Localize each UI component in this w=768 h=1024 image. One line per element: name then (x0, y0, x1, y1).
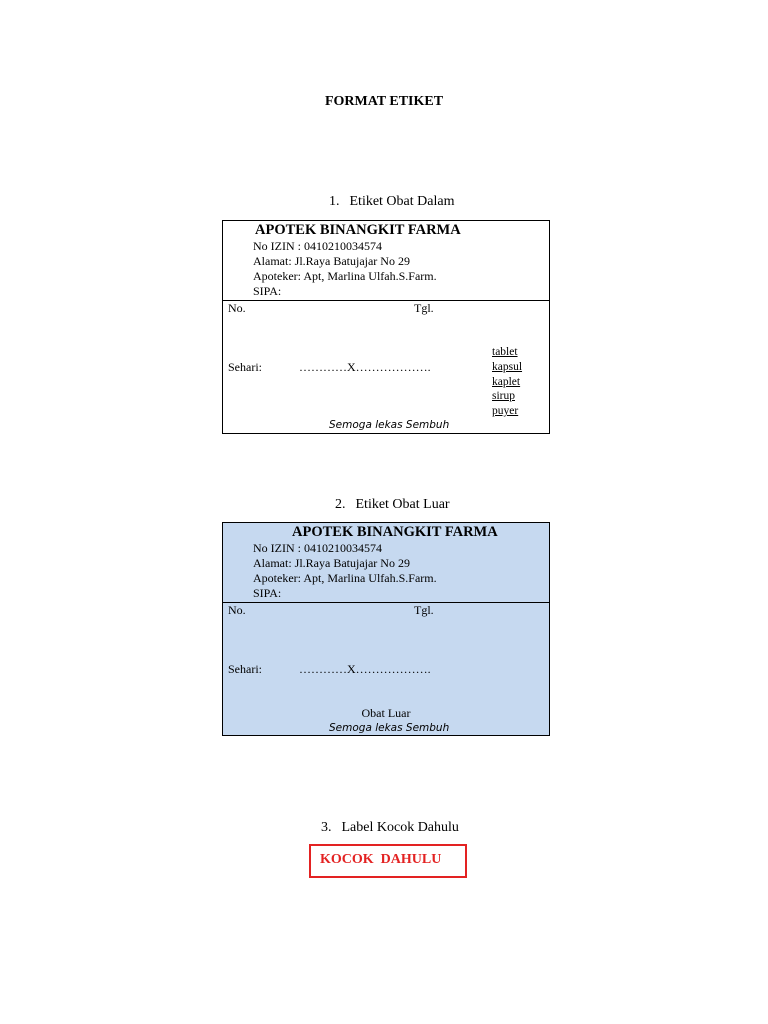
label-header (223, 523, 549, 603)
no-field: No. (228, 603, 246, 617)
section-title: Label Kocok Dahulu (341, 820, 459, 835)
apotek-info (253, 541, 437, 601)
sehari-label: Sehari: (228, 360, 262, 374)
tgl-field: Tgl. (414, 603, 434, 617)
get-well-message: Semoga lekas Sembuh (329, 419, 450, 431)
dosage-form-item: sirup (492, 390, 515, 403)
section-number: 3. (321, 820, 332, 835)
dosage-line: …………X………………. (299, 662, 431, 676)
izin-number: No IZIN : 0410210034574 (253, 541, 382, 555)
tgl-field: Tgl. (414, 301, 434, 315)
dosage-form-item: kapsul (492, 360, 523, 373)
label-header (223, 221, 549, 301)
etiket-obat-luar (222, 522, 550, 736)
section-heading-kocok-dahulu (321, 820, 459, 836)
dosage-form-item: tablet (492, 346, 518, 358)
obat-luar-label: Obat Luar (361, 706, 411, 720)
sehari-label: Sehari: (228, 662, 262, 676)
apoteker-name: Apoteker: Apt, Marlina Ulfah.S.Farm. (253, 571, 437, 585)
section-heading-obat-luar (335, 497, 450, 513)
apotek-name: APOTEK BINANGKIT FARMA (292, 524, 498, 540)
section-heading-obat-dalam (329, 194, 454, 210)
section-title: Etiket Obat Luar (355, 497, 450, 512)
izin-number: No IZIN : 0410210034574 (253, 239, 382, 253)
sipa-field: SIPA: (253, 586, 282, 600)
section-number: 1. (329, 194, 340, 209)
kocok-dahulu-label: KOCOK DAHULU (309, 844, 467, 878)
section-title: Etiket Obat Dalam (349, 194, 455, 209)
apotek-info (253, 239, 437, 299)
dosage-form-item: kaplet (492, 375, 521, 388)
section-number: 2. (335, 497, 346, 512)
apotek-address: Alamat: Jl.Raya Batujajar No 29 (253, 254, 410, 268)
apoteker-name: Apoteker: Apt, Marlina Ulfah.S.Farm. (253, 269, 437, 283)
dosage-form-item: puyer (492, 405, 519, 418)
apotek-address: Alamat: Jl.Raya Batujajar No 29 (253, 556, 410, 570)
dosage-form-list (492, 345, 522, 419)
get-well-message: Semoga lekas Sembuh (329, 722, 450, 734)
sipa-field: SIPA: (253, 284, 282, 298)
dosage-line: …………X………………. (299, 360, 431, 374)
document-title: FORMAT ETIKET (324, 94, 444, 109)
etiket-obat-dalam (222, 220, 550, 434)
apotek-name: APOTEK BINANGKIT FARMA (255, 222, 461, 238)
no-field: No. (228, 301, 246, 315)
